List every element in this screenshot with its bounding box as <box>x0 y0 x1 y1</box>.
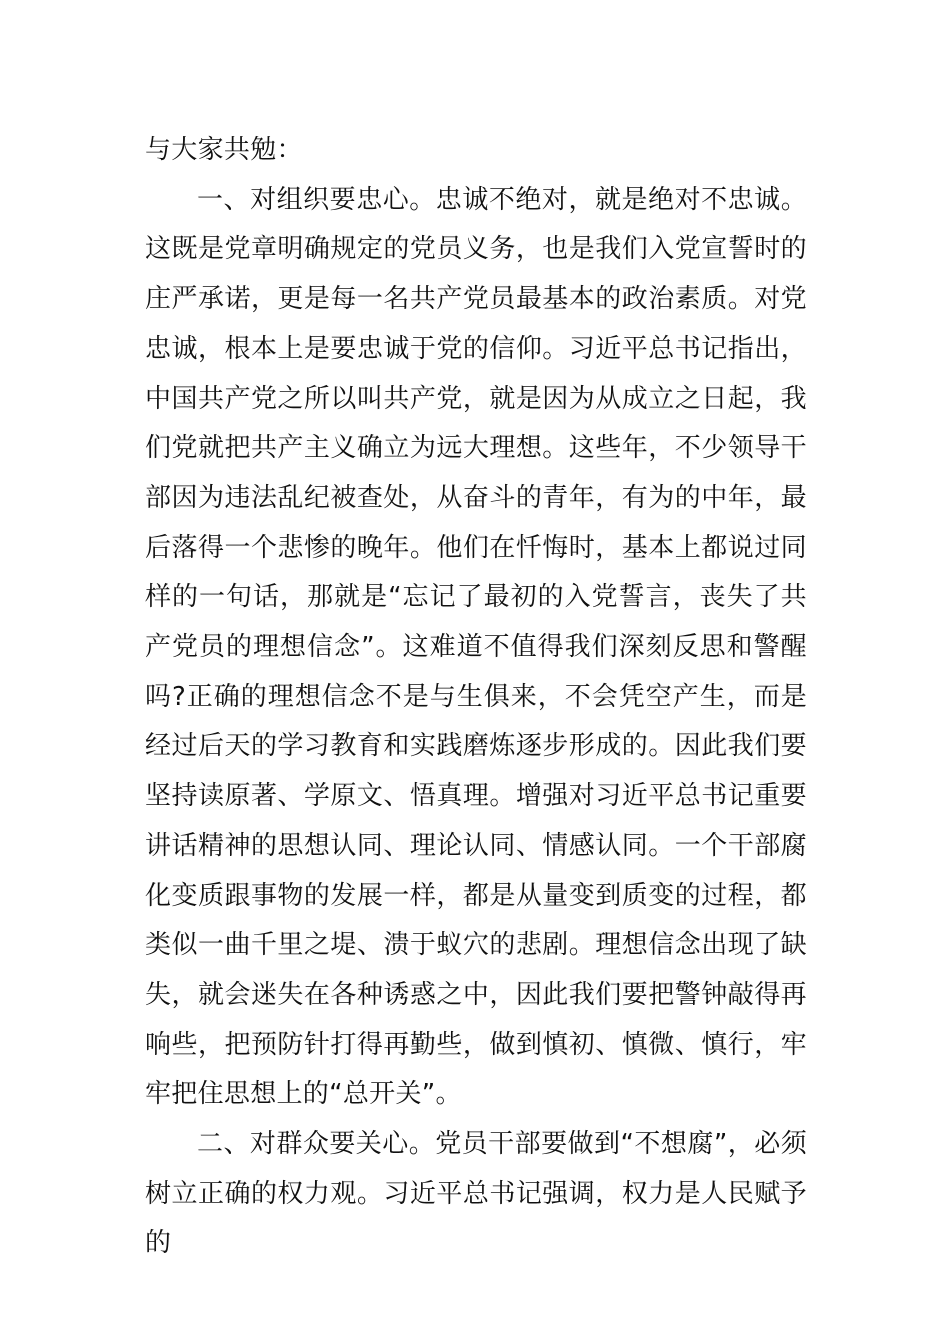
opening-line: 与大家共勉： <box>145 135 303 165</box>
document-body <box>145 126 807 1269</box>
paragraph-care-for-masses: 二、对群众要关心。党员干部要做到“不想腐”，必须树立正确的权力观。习近平总书记强调，权力是人民赋予的 <box>145 1129 807 1259</box>
paragraph-loyalty-to-organization: 一、对组织要忠心。忠诚不绝对，就是绝对不忠诚。这既是党章明确规定的党员义务，也是我们入党宣誓时的庄严承诺，更是每一名共产党员最基本的政治素质。对党忠诚，根本上是要忠诚于党的信仰。习近平总书记指出，中国共产党之所以叫共产党，就是因为从成立之日起，我们党就把共产主义确立为远大理想。这些年，不少领导干部因为违法乱纪被查处，从奋斗的青年，有为的中年，最后落得一个悲惨的晚年。他们在忏悔时，基本上都说过同样的一句话，那就是“忘记了最初的入党誓言，丧失了共产党员的理想信念”。这难道不值得我们深刻反思和警醒吗?正确的理想信念不是与生俱来，不会凭空产生，而是经过后天的学习教育和实践磨炼逐步形成的。因此我们要坚持读原著、学原文、悟真理。增强对习近平总书记重要讲话精神的思想认同、理论认同、情感认同。一个干部腐化变质跟事物的发展一样，都是从量变到质变的过程，都类似一曲千里之堤、溃于蚁穴的悲剧。理想信念出现了缺失，就会迷失在各种诱惑之中，因此我们要把警钟敲得再响些，把预防针打得再勤些，做到慎初、慎微、慎行，牢牢把住思想上的“总开关”。 <box>145 184 807 1110</box>
